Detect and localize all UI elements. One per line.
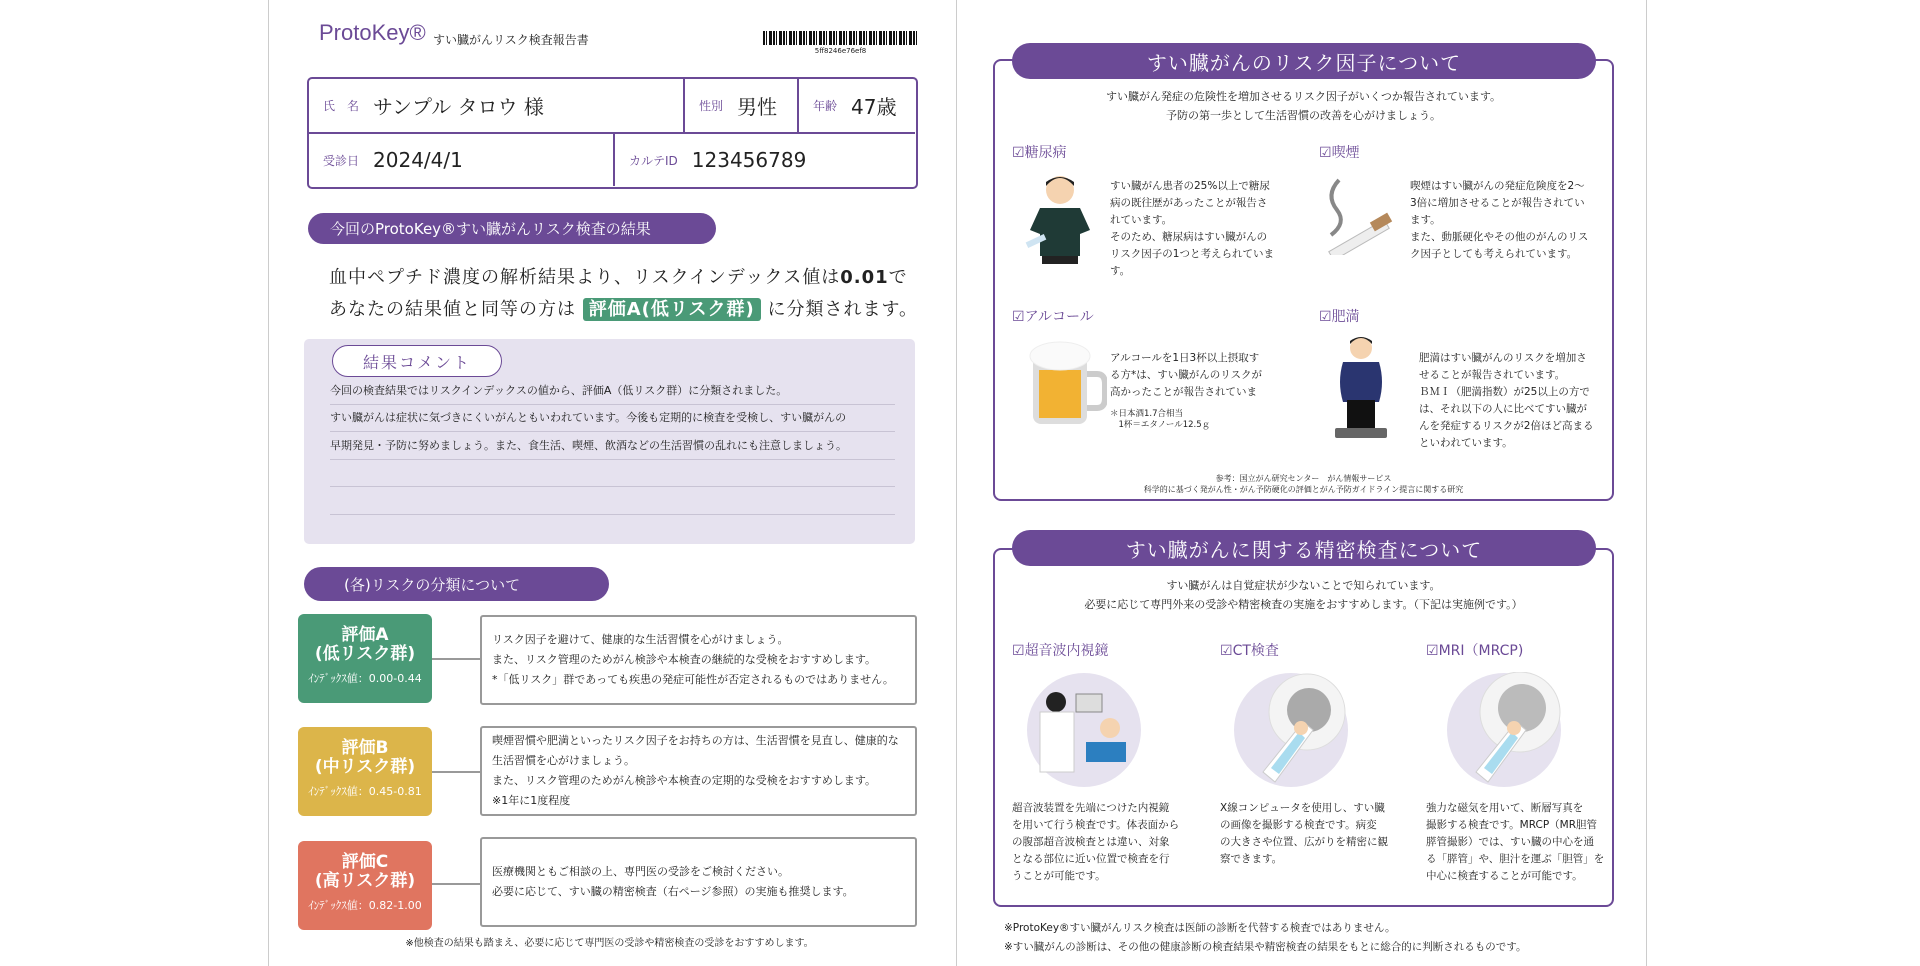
chart-id-label: カルテID [629, 153, 678, 168]
protokey-logo: ProtoKey® [319, 20, 426, 45]
risk-intro-2: 予防の第一歩として生活習慣の改善を心がけましょう。 [1166, 109, 1441, 122]
rating-b-range: ｲﾝﾃﾞｯｸｽ値：0.45-0.81 [308, 785, 422, 798]
checkbox-icon: ☑ [1220, 643, 1233, 659]
rating-a-group: (低リスク群) [314, 644, 416, 664]
rating-badge: 評価A(低リスク群) [583, 298, 761, 321]
alcohol-desc [1110, 350, 1262, 431]
patient-name: サンプル タロウ 様 [373, 95, 544, 119]
right-page-edge [1646, 0, 1647, 966]
desc-line: 察できます。 [1220, 853, 1283, 865]
rating-b-box [298, 727, 432, 816]
desc-line: れています。 [1110, 214, 1173, 226]
exam-item-title: 超音波内視鏡 [1024, 643, 1109, 659]
disclaimer-2: ※すい臓がんの診断は、その他の健康診断の検査結果や精密検査の結果をもとに総合的に判断されるものです。 [1004, 941, 1527, 953]
chart-id: 123456789 [691, 148, 807, 172]
desc-line: の画像を撮影する検査です。病変 [1220, 819, 1377, 831]
desc-line: 喫煙はすい臓がんの発症危険度を2〜 [1410, 180, 1585, 192]
exam-item-title: MRI（MRCP) [1438, 643, 1524, 659]
comment-line: すい臓がんは症状に気づきにくいがんともいわれています。今後も定期的に検査を受検し、すい臓がんの [330, 406, 895, 432]
rating-b-name: 評価B [341, 738, 389, 758]
name-label: 氏 名 [323, 99, 360, 113]
patient-info-table [307, 77, 918, 189]
desc-line: 撮影する検査です。MRCP（MR胆管 [1426, 819, 1598, 831]
result-text: 血中ペプチド濃度の解析結果より、リスクインデックス値は [329, 267, 841, 288]
desc-line: 中心に検査することが可能です。 [1426, 870, 1583, 882]
barcode-id: 5ff8246e76ef8 [814, 47, 867, 55]
rating-c-name: 評価C [341, 852, 389, 872]
checkbox-icon: ☑ [1319, 145, 1332, 161]
rating-text-line: リスク因子を避けて、健康的な生活習慣を心がけましょう。 [492, 633, 789, 646]
classification-heading: (各)リスクの分類について [304, 567, 609, 601]
risk-item-title: アルコール [1024, 309, 1094, 325]
connector [432, 658, 480, 660]
comment-title: 結果コメント [332, 345, 502, 377]
desc-line: 高かったことが報告されていま [1110, 386, 1257, 398]
reference-1: 参考：国立がん研究センター がん情報サービス [1215, 474, 1392, 483]
rating-b-text [480, 726, 917, 816]
age-label: 年齢 [813, 99, 838, 113]
rating-c-text [480, 837, 917, 927]
rating-c-range: ｲﾝﾃﾞｯｸｽ値：0.82-1.00 [308, 899, 422, 912]
risk-item-smoking [1319, 142, 1360, 162]
risk-intro-1: すい臓がん発症の危険性を増加させるリスク因子がいくつか報告されています。 [1106, 90, 1501, 103]
rating-text-line: ※1年に1度程度 [492, 794, 571, 807]
risk-factors-heading: すい臓がんのリスク因子について [1012, 43, 1596, 79]
exam-item-ct [1220, 640, 1279, 660]
result-heading: 今回のProtoKey®すい臓がんリスク検査の結果 [308, 213, 716, 244]
index-value: 0.01 [840, 267, 889, 288]
patient-sex: 男性 [737, 95, 778, 119]
result-text: あなたの結果値と同等の方は [329, 299, 576, 320]
desc-line: る「膵管」や、胆汁を運ぶ「胆管」を [1426, 853, 1605, 865]
desc-line: といわれています。 [1419, 437, 1513, 449]
sex-cell [685, 79, 799, 134]
disclaimer-1: ※ProtoKey®すい臓がんリスク検査は医師の診断を代替する検査ではありません。 [1004, 922, 1396, 934]
page-divider [956, 0, 957, 966]
desc-line: 超音波装置を先端につけた内視鏡 [1012, 802, 1170, 814]
diabetes-desc [1110, 178, 1274, 280]
desc-line: 3倍に増加させることが報告されてい [1410, 197, 1585, 209]
desc-line: リスク因子の1つと考えられていま [1110, 248, 1274, 260]
alcohol-note: 1杯＝エタノール12.5ｇ [1110, 420, 1211, 430]
comment-line: 早期発見・予防に努めましょう。また、食生活、喫煙、飲酒などの生活習慣の乱れにも注意しましょう。 [330, 434, 895, 460]
desc-line: また、動脈硬化やその他のがんのリス [1410, 231, 1589, 243]
alcohol-note: ＊日本酒1.7合相当 [1110, 409, 1184, 419]
comment-line: 今回の検査結果ではリスクインデックスの値から、評価A（低リスク群）に分類されました。 [330, 379, 895, 405]
rating-text-line: 喫煙習慣や肥満といったリスク因子をお持ちの方は、生活習慣を見直し、健康的な [492, 734, 899, 747]
rating-text-line: 必要に応じて、すい臓の精密検査（右ページ参照）の実施も推奨します。 [492, 885, 854, 898]
connector [432, 771, 480, 773]
ct-scanner-illustration [1233, 672, 1349, 788]
desc-line: X線コンピュータを使用し、すい臓 [1220, 802, 1385, 814]
risk-item-alcohol [1012, 306, 1094, 326]
age-cell [799, 79, 915, 134]
result-text: に分類されます。 [767, 299, 919, 320]
left-page-edge [268, 0, 269, 966]
desc-line: アルコールを1日3杯以上摂取す [1110, 352, 1260, 364]
rating-b-group: (中リスク群) [314, 757, 416, 777]
desc-line: んを発症するリスクが2倍ほど高まる [1419, 420, 1594, 432]
result-line-2 [329, 295, 918, 321]
obesity-desc [1419, 350, 1593, 452]
date-label: 受診日 [323, 153, 360, 168]
ct-desc [1220, 800, 1388, 868]
mri-desc [1426, 800, 1604, 885]
beer-mug-illustration [1027, 340, 1107, 430]
barcode [763, 31, 918, 45]
desc-line: を用いて行う検査です。体表面から [1012, 819, 1180, 831]
desc-line: すい臓がん患者の25%以上で糖尿 [1110, 180, 1270, 192]
desc-line: ク因子としても考えられています。 [1410, 248, 1578, 260]
checkbox-icon: ☑ [1319, 309, 1332, 325]
obese-man-illustration [1333, 334, 1389, 442]
connector [432, 883, 480, 885]
desc-line: ます。 [1410, 214, 1441, 226]
desc-line: の腹部超音波検査とは違い、対象 [1012, 836, 1170, 848]
smoking-desc [1410, 178, 1588, 263]
ultrasound-illustration [1026, 672, 1142, 788]
comment-line [330, 489, 895, 515]
cigarette-illustration [1317, 175, 1397, 255]
risk-item-title: 糖尿病 [1024, 145, 1067, 161]
checkbox-icon: ☑ [1012, 643, 1025, 659]
rating-c-group: (高リスク群) [314, 871, 416, 891]
rating-c-box [298, 841, 432, 930]
mri-scanner-illustration [1446, 672, 1562, 788]
desc-line: となる部位に近い位置で検査を行 [1012, 853, 1170, 865]
risk-item-title: 肥満 [1331, 309, 1360, 325]
rating-text-line: *「低リスク」群であっても疾患の発症可能性が否定されるものではありません。 [492, 673, 894, 686]
rating-text-line: 生活習慣を心がけましょう。 [492, 754, 635, 767]
date-cell [309, 134, 615, 186]
desc-line: うことが可能です。 [1012, 870, 1106, 882]
exam-date: 2024/4/1 [373, 148, 463, 172]
desc-line: ＢＭＩ（肥満指数）が25以上の方で [1419, 386, 1590, 398]
risk-item-title: 喫煙 [1331, 145, 1360, 161]
sex-label: 性別 [699, 99, 724, 113]
desc-line: す。 [1110, 265, 1131, 277]
exam-item-mri [1426, 640, 1523, 660]
desc-line: る方*は、すい臓がんのリスクが [1110, 369, 1263, 381]
comment-line [330, 461, 895, 487]
desc-line: は、それ以下の人に比べてすい臓が [1419, 403, 1587, 415]
rating-a-name: 評価A [341, 625, 389, 645]
checkbox-icon: ☑ [1012, 309, 1025, 325]
desc-line: そのため、糖尿病はすい臓がんの [1110, 231, 1268, 243]
rating-text-line: 医療機関ともご相談の上、専門医の受診をご検討ください。 [492, 865, 789, 878]
reference-2: 科学的に基づく発がん性・がん予防硬化の評価とがん予防ガイドライン提言に関する研究 [1143, 485, 1464, 494]
desc-line: せることが報告されています。 [1419, 369, 1566, 381]
report-subtitle: すい臓がんリスク検査報告書 [433, 33, 589, 47]
exams-intro-1: すい臓がんは自覚症状が少ないことで知られています。 [1166, 579, 1441, 592]
exams-heading: すい臓がんに関する精密検査について [1012, 530, 1596, 566]
exam-item-title: CT検査 [1232, 643, 1279, 659]
diabetes-man-illustration [1022, 172, 1098, 268]
desc-line: 強力な磁気を用いて、断層写真を [1426, 802, 1584, 814]
desc-line: 膵管撮影）では、すい臓の中心を通 [1426, 836, 1594, 848]
result-text: で [888, 267, 908, 288]
result-line-1 [329, 263, 908, 289]
exam-item-eus [1012, 640, 1109, 660]
risk-item-diabetes [1012, 142, 1067, 162]
patient-age: 47歳 [851, 95, 897, 119]
checkbox-icon: ☑ [1012, 145, 1025, 161]
risk-item-obesity [1319, 306, 1360, 326]
rating-a-text [480, 615, 917, 705]
rating-text-line: また、リスク管理のためがん検診や本検査の定期的な受検をおすすめします。 [492, 774, 877, 787]
desc-line: の大きさや位置、広がりを精密に観 [1220, 836, 1388, 848]
name-cell [309, 79, 685, 134]
checkbox-icon: ☑ [1426, 643, 1439, 659]
rating-a-box [298, 614, 432, 703]
chart-id-cell [615, 134, 915, 186]
eus-desc [1012, 800, 1179, 885]
rating-a-range: ｲﾝﾃﾞｯｸｽ値：0.00-0.44 [308, 672, 422, 685]
exams-intro-2: 必要に応じて専門外来の受診や精密検査の実施をおすすめします。（下記は実施例です。） [1084, 598, 1523, 611]
desc-line: 肥満はすい臓がんのリスクを増加さ [1419, 352, 1587, 364]
desc-line: 病の既往歴があったことが報告さ [1110, 197, 1268, 209]
rating-text-line: また、リスク管理のためがん検診や本検査の継続的な受検をおすすめします。 [492, 653, 877, 666]
classification-footnote: ※他検査の結果も踏まえ、必要に応じて専門医の受診や精密検査の受診をおすすめします。 [405, 938, 814, 949]
